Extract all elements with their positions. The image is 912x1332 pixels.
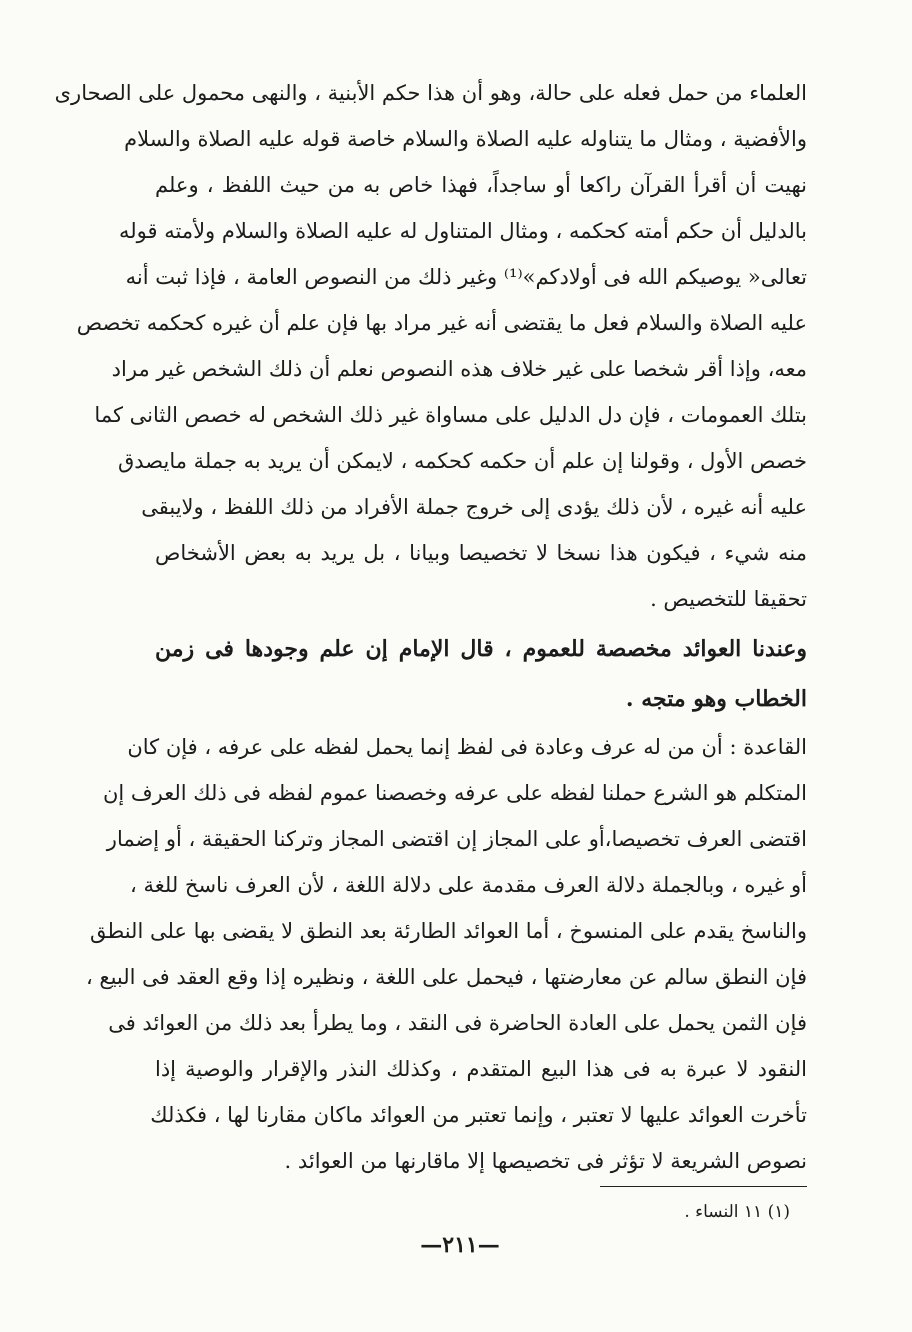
paragraph-2 xyxy=(85,724,807,1184)
paragraph-1-line: العلماء من حمل فعله على حالة، وهو أن هذا حكم الأبنية ، والنهى محمول على الصحارى xyxy=(54,81,807,105)
heading-line: وعندنا العوائد مخصصة للعموم ، قال الإمام إن علم وجودها فى زمن xyxy=(155,636,807,662)
paragraph-2-line: اقتضى العرف تخصيصا،أو على المجاز إن اقتضى المجاز وتركنا الحقيقة ، أو إضمار xyxy=(106,827,807,851)
footnote: (١) ١١ النساء . xyxy=(684,1202,790,1222)
paragraph-2-line: أو غيره ، وبالجملة دلالة العرف مقدمة على دلالة اللغة ، لأن العرف ناسخ للغة ، xyxy=(130,873,807,897)
paragraph-1-line: نهيت أن أقرأ القرآن راكعا أو ساجداً، فهذا خاص به من حيث اللفظ ، وعلم xyxy=(155,173,807,197)
paragraph-1 xyxy=(54,70,807,622)
paragraph-1-line: منه شيء ، فيكون هذا نسخا لا تخصيصا وبيانا ، بل يريد به بعض الأشخاص xyxy=(155,541,807,565)
paragraph-2-line: والناسخ يقدم على المنسوخ ، أما العوائد الطارئة بعد النطق لا يقضى بها على النطق xyxy=(89,919,807,943)
paragraph-1-line: تحقيقا للتخصيص . xyxy=(650,587,807,611)
paragraph-1-line: تعالى« يوصيكم الله فى أولادكم»⁽¹⁾ وغير ذلك من النصوص العامة ، فإذا ثبت أنه xyxy=(125,265,807,289)
page-number: —٢١١— xyxy=(420,1232,500,1258)
paragraph-1-line: والأفضية ، ومثال ما يتناوله عليه الصلاة والسلام خاصة قوله عليه الصلاة والسلام xyxy=(124,127,807,151)
paragraph-2-line: النقود لا عبرة به فى هذا البيع المتقدم ، وكذلك النذر والإقرار والوصية إذا xyxy=(155,1057,807,1081)
paragraph-2-line: فإن الثمن يحمل على العادة الحاضرة فى النقد ، وما يطرأ بعد ذلك من العوائد فى xyxy=(108,1011,807,1035)
paragraph-1-line: بتلك العمومات ، فإن دل الدليل على مساواة غير ذلك الشخص له خصص الثانى كما xyxy=(94,403,807,427)
paragraph-2-line: القاعدة : أن من له عرف وعادة فى لفظ إنما يحمل لفظه على عرفه ، فإن كان xyxy=(127,735,807,759)
paragraph-1-line: بالدليل أن حكم أمته كحكمه ، ومثال المتناول له عليه الصلاة والسلام ولأمته قوله xyxy=(119,219,807,243)
paragraph-1-line: عليه أنه غيره ، لأن ذلك يؤدى إلى خروج جملة الأفراد من ذلك اللفظ ، ولايبقى xyxy=(141,495,807,519)
paragraph-1-line: معه، وإذا أقر شخصا على غير خلاف هذه النصوص نعلم أن ذلك الشخص غير مراد xyxy=(111,357,807,381)
paragraph-2-line: نصوص الشريعة لا تؤثر فى تخصيصها إلا ماقارنها من العوائد . xyxy=(284,1149,807,1173)
footnote-divider xyxy=(600,1186,807,1187)
paragraph-2-line: تأخرت العوائد عليها لا تعتبر ، وإنما تعتبر من العوائد ماكان مقارنا لها ، فكذلك xyxy=(150,1103,807,1127)
paragraph-2-line: المتكلم هو الشرع حملنا لفظه على عرفه وخصصنا عموم لفظه فى ذلك العرف إن xyxy=(102,781,807,805)
paragraph-1-line: عليه الصلاة والسلام فعل ما يقتضى أنه غير مراد بها فإن علم أن غيره كحكمه تخصص xyxy=(76,311,807,335)
heading-line: الخطاب وهو متجه . xyxy=(625,686,807,712)
section-heading xyxy=(155,624,807,724)
paragraph-2-line: فإن النطق سالم عن معارضتها ، فيحمل على اللغة ، ونظيره إذا وقع العقد فى البيع ، xyxy=(85,965,807,989)
paragraph-1-line: خصص الأول ، وقولنا إن علم أن حكمه كحكمه ، لايمكن أن يريد به جملة مايصدق xyxy=(117,449,807,473)
